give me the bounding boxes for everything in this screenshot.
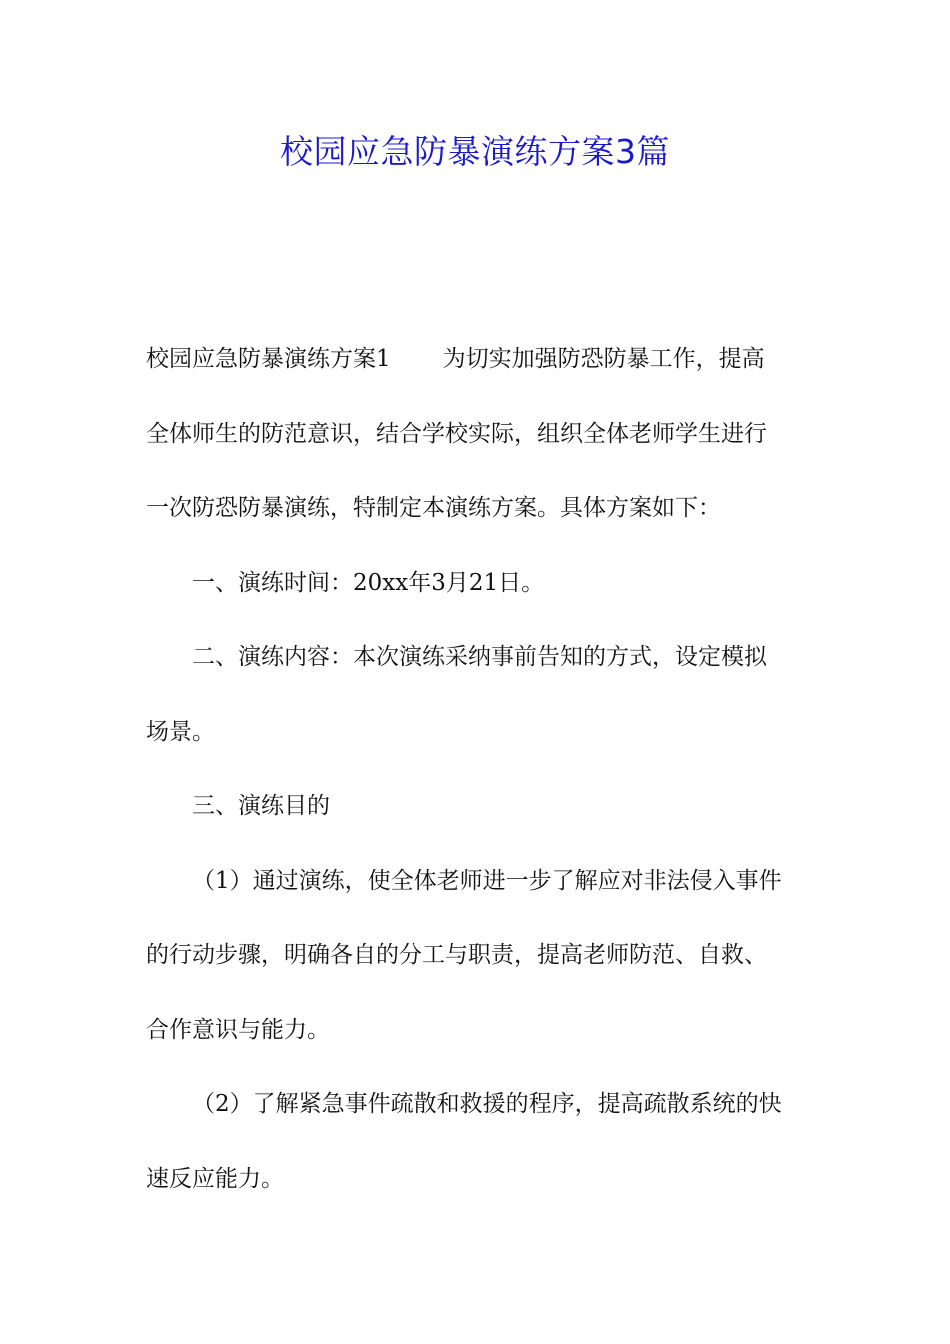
paragraph-line: 合作意识与能力。 <box>146 1016 330 1043</box>
paragraph-line: 场景。 <box>146 718 215 745</box>
section-heading: 校园应急防暴演练方案1 <box>146 346 391 372</box>
paragraph-line: 三、演练目的 <box>192 793 330 819</box>
paragraph-line: 一、演练时间：20xx年3月21日。 <box>192 569 545 596</box>
paragraph-line: 的行动步骤，明确各自的分工与职责，提高老师防范、自救、 <box>146 942 767 968</box>
paragraph-line: 二、演练内容：本次演练采纳事前告知的方式，设定模拟 <box>192 644 767 670</box>
paragraph-line: 速反应能力。 <box>146 1165 284 1192</box>
document-body <box>146 322 816 1216</box>
paragraph-line: 全体师生的防范意识，结合学校实际，组织全体老师学生进行 <box>146 420 767 447</box>
paragraph-line: （1）通过演练，使全体老师进一步了解应对非法侵入事件 <box>192 867 782 894</box>
paragraph-line: （2）了解紧急事件疏散和救援的程序，提高疏散系统的快 <box>192 1091 782 1117</box>
document-title: 校园应急防暴演练方案3篇 <box>280 132 670 171</box>
paragraph-text: 为切实加强防恐防暴工作，提高 <box>442 346 765 372</box>
paragraph-line <box>146 322 816 397</box>
paragraph-line: 一次防恐防暴演练，特制定本演练方案。具体方案如下： <box>146 495 721 521</box>
